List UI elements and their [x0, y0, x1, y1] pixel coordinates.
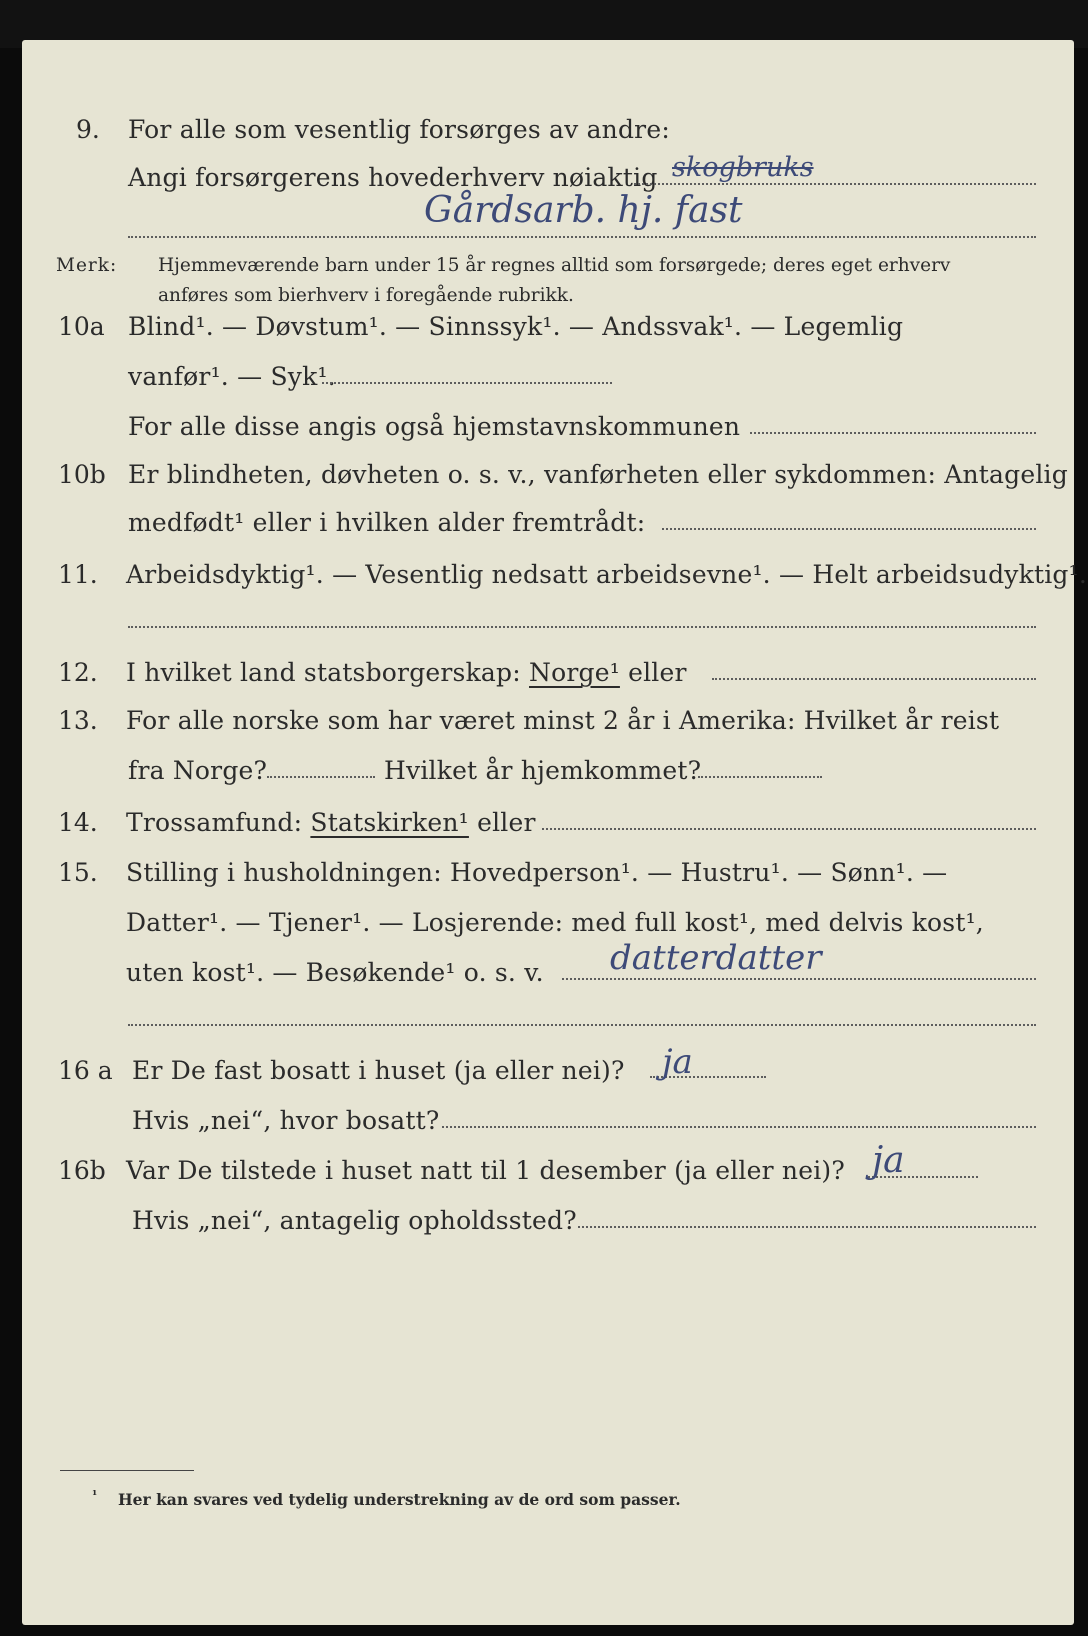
q16b-line-1: Var De tilstede i huset natt til 1 desember (ja eller nei)? — [126, 1156, 845, 1185]
q14-option-statskirken: Statskirken¹ — [310, 808, 469, 837]
q16a-line-1: Er De fast bosatt i huset (ja eller nei)? — [132, 1056, 625, 1085]
q13-hjemkommet-line — [698, 776, 822, 778]
q11-answer-line — [128, 626, 1036, 628]
q9-answer-line — [634, 183, 1036, 185]
q15-answer-line-2 — [128, 1024, 1036, 1026]
census-form-page — [22, 40, 1087, 1625]
q14-number: 14. — [58, 808, 98, 837]
q10a-line-2: vanfør¹. — Syk¹. — [128, 362, 336, 391]
footnote-text: Her kan svares ved tydelig understrekning av de ord som passer. — [118, 1490, 681, 1509]
q14-text: Trossamfund: — [126, 808, 303, 837]
q13-reist-line — [267, 776, 375, 778]
q16a-line-2: Hvis „nei“, hvor bosatt? — [132, 1106, 440, 1135]
q9-handwritten-answer: Gårdsarb. hj. fast — [424, 190, 743, 231]
q15-number: 15. — [58, 858, 98, 887]
q10b-line-2: medfødt¹ eller i hvilken alder fremtrådt: — [128, 508, 646, 537]
q15-handwritten-answer: datterdatter — [610, 938, 822, 978]
q10a-number: 10a — [58, 312, 105, 341]
q16b-opholdssted-line — [578, 1226, 1036, 1228]
q9-instruction: Angi forsørgerens hovederhverv nøiaktig — [128, 163, 658, 192]
q14-eller: eller — [477, 808, 536, 837]
q16b-handwritten-answer: ja — [872, 1140, 905, 1181]
q16a-number: 16 a — [58, 1056, 113, 1085]
q15-line-1: Stilling i husholdningen: Hovedperson¹. — Hustru¹. — Sønn¹. — — [126, 858, 948, 887]
q9-answer-line-2 — [128, 236, 1036, 238]
q9-handwritten-struck: skogbruks — [672, 152, 814, 183]
q15-line-3: uten kost¹. — Besøkende¹ o. s. v. — [126, 958, 544, 987]
q14-answer-line — [542, 828, 1036, 830]
q13-hjemkommet-label: Hvilket år hjemkommet? — [384, 756, 702, 785]
q13-line-1: For alle norske som har været minst 2 år i Amerika: Hvilket år reist — [126, 706, 1000, 735]
q10a-line-1: Blind¹. — Døvstum¹. — Sinnssyk¹. — Andssvak¹. — Legemlig — [128, 312, 904, 341]
footnote-rule — [60, 1470, 194, 1471]
q12-number: 12. — [58, 658, 98, 687]
q12-text: I hvilket land statsborgerskap: — [126, 658, 521, 687]
merk-line-1: Hjemmeværende barn under 15 år regnes alltid som forsørgede; deres eget erhverv — [158, 255, 951, 276]
q10b-number: 10b — [58, 460, 106, 489]
q10b-line-1: Er blindheten, døvheten o. s. v., vanførheten eller sykdommen: Antagelig — [128, 460, 1068, 489]
q10a-answer-line — [322, 382, 612, 384]
q12-question — [126, 658, 687, 687]
q14-question — [126, 808, 536, 837]
q11-line-1: Arbeidsdyktig¹. — Vesentlig nedsatt arbeidsevne¹. — Helt arbeidsudyktig¹. — [126, 560, 1087, 589]
q11-number: 11. — [58, 560, 98, 589]
q15-line-2: Datter¹. — Tjener¹. — Losjerende: med full kost¹, med delvis kost¹, — [126, 908, 984, 937]
q9-question: For alle som vesentlig forsørges av andre: — [128, 115, 670, 144]
q10b-answer-line — [662, 528, 1036, 530]
footnote-marker: ¹ — [92, 1488, 98, 1502]
q13-number: 13. — [58, 706, 98, 735]
q16a-handwritten-answer: ja — [662, 1042, 693, 1082]
q16b-line-2: Hvis „nei“, antagelig opholdssted? — [132, 1206, 577, 1235]
q16a-bosatt-line — [442, 1126, 1036, 1128]
merk-line-2: anføres som bierhverv i foregående rubrikk. — [158, 285, 574, 306]
q9-number: 9. — [76, 115, 100, 144]
q16b-number: 16b — [58, 1156, 106, 1185]
q10a-line-3: For alle disse angis også hjemstavnskommunen — [128, 412, 741, 441]
q12-eller: eller — [628, 658, 687, 687]
q10a-hjemstavn-line — [750, 432, 1036, 434]
q12-answer-line — [712, 678, 1036, 680]
q15-answer-line — [562, 978, 1036, 980]
q12-option-norge: Norge¹ — [529, 658, 620, 687]
merk-label: Merk: — [56, 255, 118, 276]
q13-reist-label: fra Norge? — [128, 756, 268, 785]
